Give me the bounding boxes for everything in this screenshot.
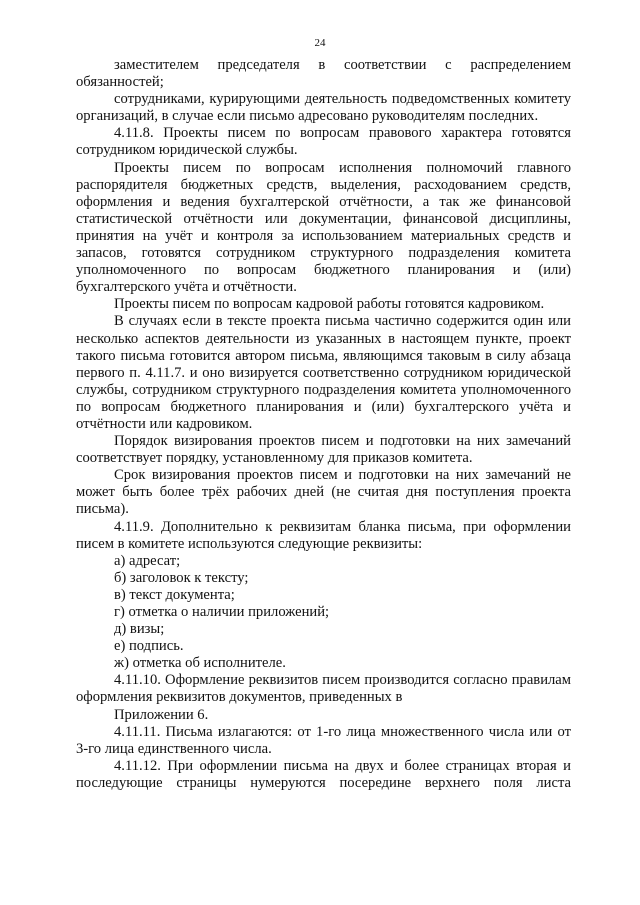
list-item-addressee: а) адресат; (114, 552, 181, 569)
paragraph-4-11-11: 4.11.11. Письма излагаются: от 1-го лица множественного числа или от 3-го лица единственного числа. (76, 723, 571, 757)
paragraph-4-11-10: 4.11.10. Оформление реквизитов писем производится согласно правилам оформления реквизитов документов, приведенных в (76, 672, 571, 706)
paragraph-4-11-12: 4.11.12. При оформлении письма на двух и более страницах вторая и последующие страницы нумеруются посередине верхнего поля листа (76, 757, 571, 791)
document-body (76, 57, 571, 792)
paragraph-4-11-9: 4.11.9. Дополнительно к реквизитам бланка письма, при оформлении писем в комитете используются следующие реквизиты: (76, 518, 571, 552)
paragraph-deputy-chairman: заместителем председателя в соответствии с распределением обязанностей; (76, 57, 571, 91)
list-item-attachments: г) отметка о наличии приложений; (114, 604, 330, 620)
list-item-heading: б) заголовок к тексту; (114, 569, 249, 586)
paragraph-appendix-6: Приложении 6. (114, 706, 209, 723)
paragraph-budget-letters: Проекты писем по вопросам исполнения полномочий главного распорядителя бюджетных средств, выделения, расходованием средств, оформления и ведения бухгалтерской отчётности, а так же финансовой статистической отчётности или документации, финансовой дисциплины, принятия на учёт и контроля за использованием материальных средств и запасов, готовятся сотрудником структурного подразделения комитета уполномоченного по вопросам бюджетного планирования и (или) бухгалтерского учёта и отчётности. (76, 159, 571, 296)
list-item-visas: д) визы; (114, 621, 165, 638)
page-number: 24 (314, 37, 326, 49)
paragraph-approval-term: Срок визирования проектов писем и подготовки на них замечаний не может быть более трёх рабочих дней (не считая дня поступления проекта письма). (76, 467, 571, 518)
list-item-executor: ж) отметка об исполнителе. (114, 655, 286, 672)
list-item-signature: е) подпись. (114, 638, 184, 655)
paragraph-hr-letters: Проекты писем по вопросам кадровой работы готовятся кадровиком. (114, 296, 545, 313)
paragraph-curating-employees: сотрудниками, курирующими деятельность подведомственных комитету организаций, в случае если письмо адресовано руководителям последних. (76, 91, 571, 125)
paragraph-mixed-aspects: В случаях если в тексте проекта письма частично содержится один или несколько аспектов деятельности из указанных в настоящем пункте, проект такого письма готовится автором письма, являющимся таковым в силу абзаца первого п. 4.11.7. и оно визируется соответственно сотрудником юридической службы, сотрудником структурного подразделения комитета уполномоченного по вопросам бюджетного планирования и (или) бухгалтерского учёта и отчётности или кадровиком. (76, 313, 571, 432)
list-item-text: в) текст документа; (114, 586, 235, 603)
paragraph-4-11-8: 4.11.8. Проекты писем по вопросам правового характера готовятся сотрудником юридической службы. (76, 125, 571, 159)
paragraph-approval-order: Порядок визирования проектов писем и подготовки на них замечаний соответствует порядку, установленному для приказов комитета. (76, 433, 571, 467)
